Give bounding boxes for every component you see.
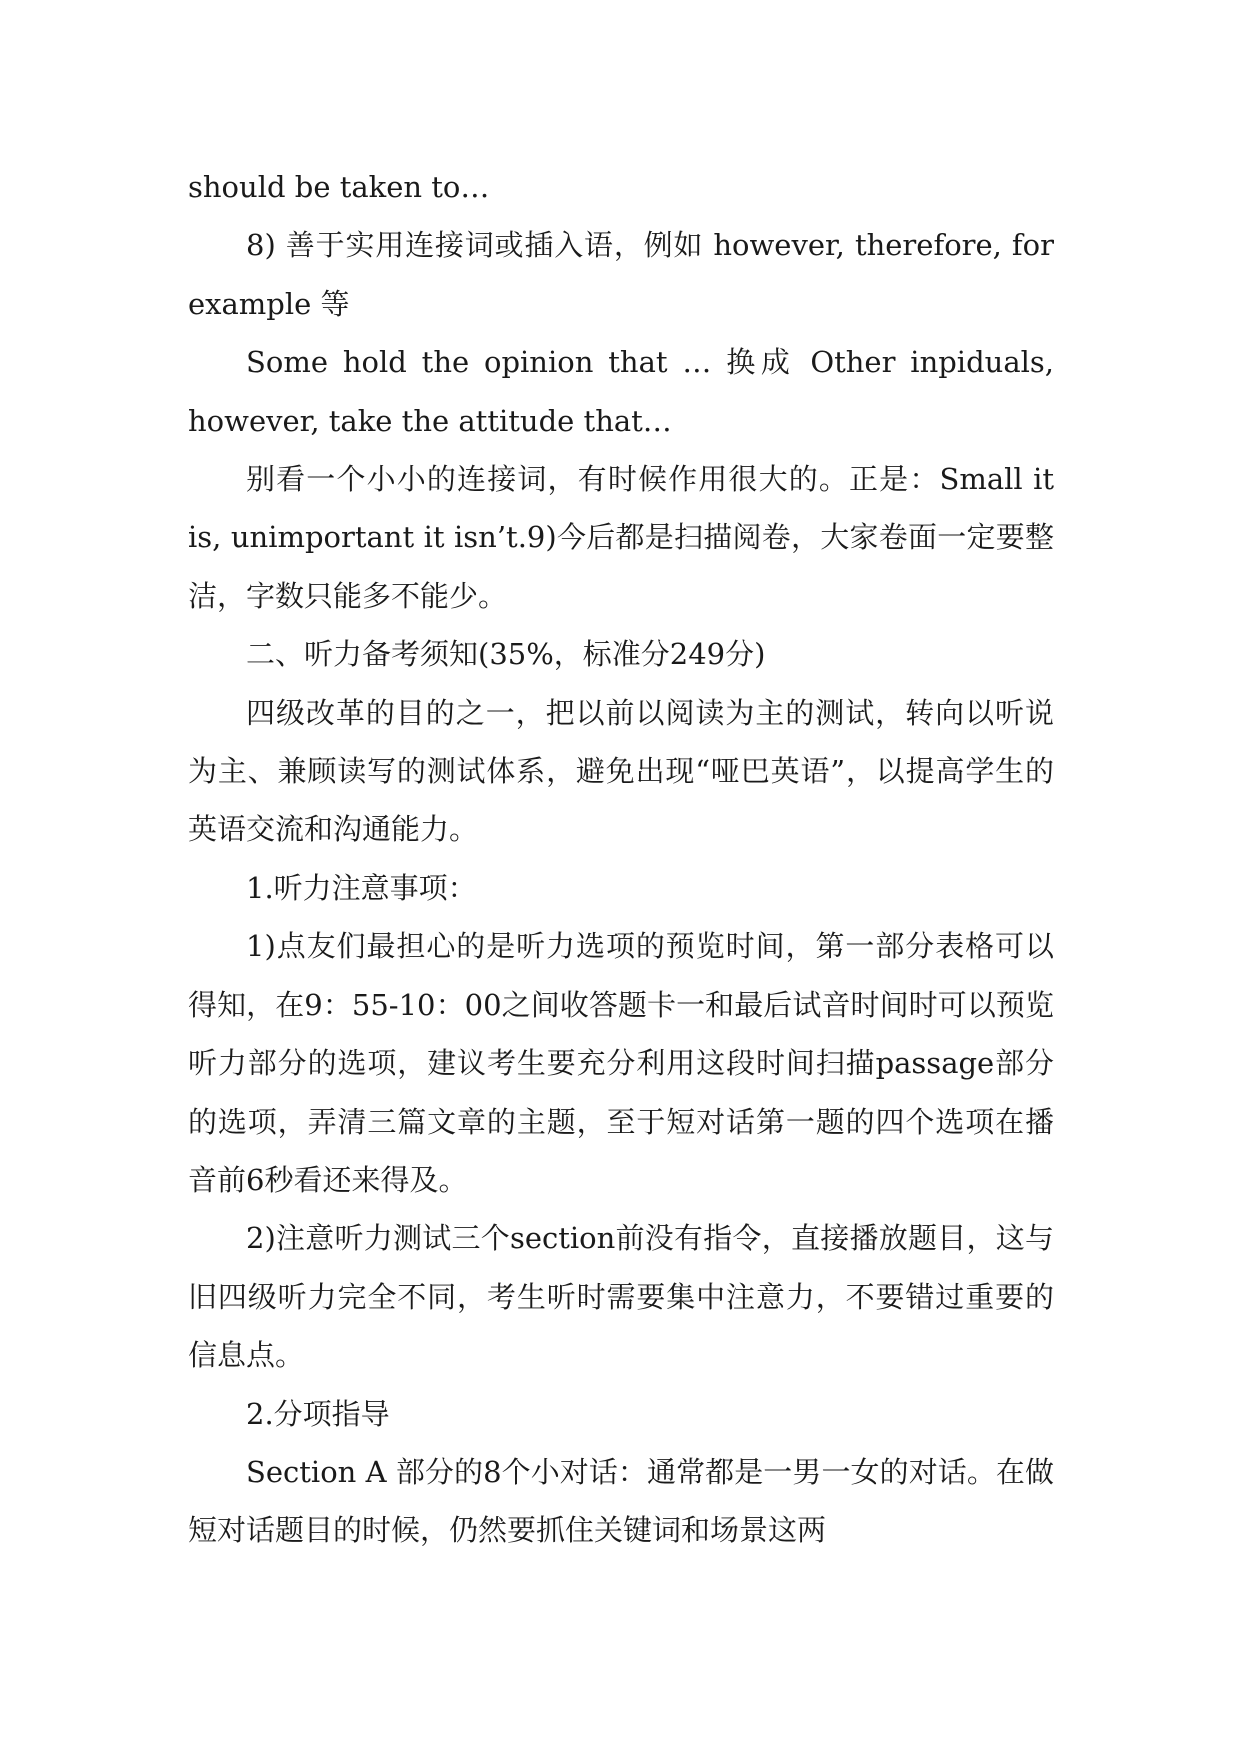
section-heading-listening: 二、听力备考须知(35%，标准分249分) xyxy=(246,637,766,672)
paragraph-tip-8: 8) 善于实用连接词或插入语，例如 however, therefore, for example 等 xyxy=(188,228,1054,321)
subheading-listening-notes: 1.听力注意事项： xyxy=(246,870,477,905)
document-body xyxy=(188,158,1054,1560)
subheading-guidance: 2.分项指导 xyxy=(246,1396,390,1431)
paragraph-example: Some hold the opinion that … 换成 Other inpiduals, however, take the attitude that… xyxy=(188,345,1054,438)
paragraph-note-1: 1)点友们最担心的是听力选项的预览时间，第一部分表格可以得知，在9：55-10：00之间收答题卡一和最后试音时间时可以预览听力部分的选项，建议考生要充分利用这段时间扫描passage部分的选项，弄清三篇文章的主题，至于短对话第一题的四个选项在播音前6秒看还来得及。 xyxy=(188,929,1054,1197)
paragraph-reform-goal: 四级改革的目的之一，把以前以阅读为主的测试，转向以听说为主、兼顾读写的测试体系，避免出现“哑巴英语”，以提高学生的英语交流和沟通能力。 xyxy=(188,695,1054,847)
paragraph-section-a: Section A 部分的8个小对话：通常都是一男一女的对话。在做短对话题目的时候，仍然要抓住关键词和场景这两 xyxy=(188,1454,1054,1548)
paragraph-connectors: 别看一个小小的连接词，有时候作用很大的。正是：Small it is, unimportant it isn’t.9)今后都是扫描阅卷，大家卷面一定要整洁，字数只能多不能少。 xyxy=(188,462,1054,613)
paragraph-continuation: should be taken to… xyxy=(188,170,490,204)
paragraph-note-2: 2)注意听力测试三个section前没有指令，直接播放题目，这与旧四级听力完全不同，考生听时需要集中注意力，不要错过重要的信息点。 xyxy=(188,1221,1054,1373)
